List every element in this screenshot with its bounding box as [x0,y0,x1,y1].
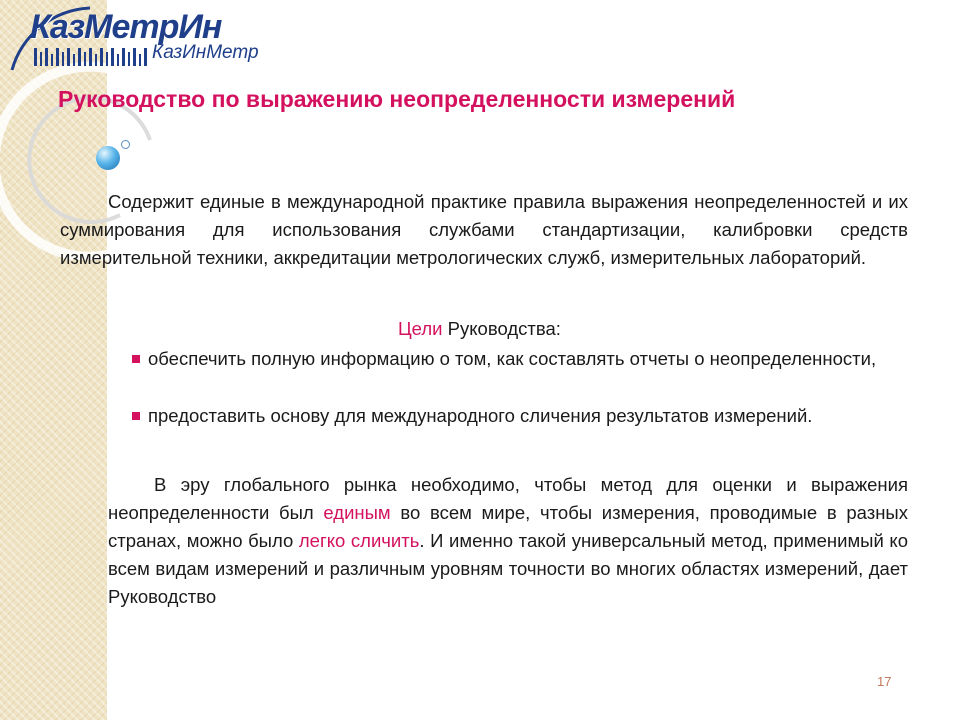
intro-paragraph: Содержит единые в международной практике правила выражения неопределенностей и их суммирования для использования службами стандартизации, калибровки средств измерительной техники, аккредитации метрологических служб, измерительных лабораторий. [60,191,908,268]
slide-title: Руководство по выражению неопределенности измерений [58,86,736,112]
page-number: 17 [877,674,892,689]
conclusion-text: В эру глобального рынка необходимо, чтобы метод для оценки и выражения неопределенности был [108,474,908,523]
goals-heading [398,318,561,340]
conclusion-paragraph [108,471,908,611]
logo-sub-text: КазИнМетр [152,42,259,63]
conclusion-text: . И именно такой универсальный метод, применимый ко всем видам измерений и различным уровням точности во многих областях измерений, дает Руководство [108,530,909,607]
goals-heading-rest: Руководства: [442,318,561,339]
company-logo [0,0,300,90]
decorative-small-bubble [121,140,130,149]
logo-main-text: КазМетрИн [30,8,222,46]
decorative-bubble [96,146,120,170]
conclusion-highlight: единым [323,502,391,523]
square-bullet-icon [132,412,140,420]
square-bullet-icon [132,355,140,363]
goal-item-text: обеспечить полную информацию о том, как составлять отчеты о неопределенности, [148,348,877,369]
goal-list-item [82,402,908,430]
goal-item-text: предоставить основу для международного сличения результатов измерений. [148,405,813,426]
conclusion-highlight: легко сличить [298,530,420,551]
goals-heading-accent: Цели [398,318,443,339]
conclusion-text: во всем мире, чтобы измерения, проводимые в разных странах, можно было [108,502,908,551]
goal-list-item [82,345,908,373]
logo-barcode-graphic [34,48,152,66]
